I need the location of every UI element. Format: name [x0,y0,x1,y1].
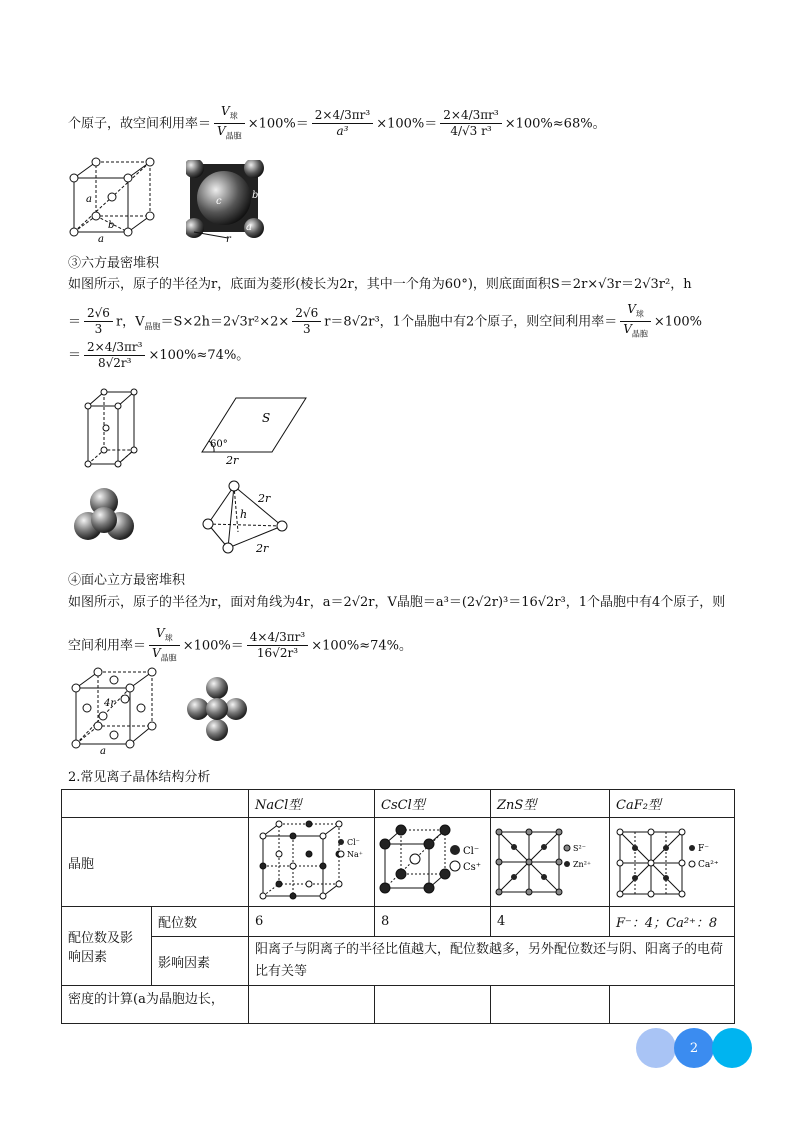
cscl-legend-cs: Cs⁺ [463,862,482,873]
label-a-bottom: a [98,234,104,244]
hcp-line3: ＝ $\frac{\text{2×4/3πr³}}{\text{8√2r³}}$ ×100%≈74%。 [68,340,250,370]
fraction-2-sphere-over-a3: $\frac{\text{2×4/3πr³}}{\text{a³}}$ [312,108,373,139]
zns-legend-s: S²⁻ [573,844,586,853]
coord-num-label: 配位数 [152,907,249,937]
header-zns: ZnS型 [491,790,610,818]
ionic-crystal-table [61,789,735,1024]
table-row-coord-num [62,907,735,937]
density-label: 密度的计算(a为晶胞边长， [62,986,249,1024]
section-hcp-title: ③六方最密堆积 [68,256,160,271]
table-row-cell [62,818,735,907]
factor-label: 影响因素 [152,937,249,986]
tetra-h-label: h [240,508,248,521]
page-number: 2 [674,1028,714,1068]
page-circle-right [712,1028,752,1068]
hcp-prism-diagram [82,386,142,470]
coord-cscl: 8 [375,907,491,937]
header-caf2: CaF₂型 [610,790,735,818]
nacl-legend-na: Na⁺ [347,850,363,859]
rhombus-angle-label: 60° [210,439,228,450]
zns-legend-zn: Zn²⁺ [573,860,592,869]
label-r: r [226,234,231,242]
header-cscl: CsCl型 [375,790,491,818]
fcc-line1: 如图所示，原子的半径为r，面对角线为4r，a＝2√2r，V晶胞＝a³＝(2√2r)³＝16√2r³，1个晶胞中有4个原子，则 [68,595,726,610]
fcc-4r-label: 4r [104,698,116,709]
rhombus-base-diagram [196,394,312,466]
rhombus-side-label: 2r [226,454,239,466]
caf2-legend-ca: Ca²⁺ [698,860,719,870]
label-a2: a [246,222,252,233]
fcc-a-label: a [100,746,106,756]
hcp-spheres [72,486,136,546]
section-ionic-title: 2.常见离子晶体结构分析 [68,770,211,785]
coord-group-label: 配位数及影响因素 [62,907,152,986]
fcc-line2: 空间利用率＝ $\frac{V_球}{V_{晶胞}}$ ×100%＝ $\frac{\text{4×4/3πr³}}{\text{16√2r³}}$ ×100%≈74%。 [68,626,413,663]
hcp-line1: 如图所示，原子的半径为r，底面为菱形(棱长为2r，其中一个角为60°)，则底面面积S＝2r×√3r＝2√3r²，h [68,277,692,292]
caf2-cell-diagram [610,818,732,902]
bcc-sphere-model [186,160,266,242]
fcc-spheres [186,676,248,742]
table-header-row [62,790,735,818]
caf2-legend-f: F⁻ [698,844,709,854]
formula-utilization-bcc: 个原子，故空间利用率＝ $\frac{V_球}{V_{晶胞}}$ ×100%＝ $\frac{\text{2×4/3πr³}}{\text{a³}}$ ×100%＝ $\frac{\text{2×4/3πr³}}{\text{4/√3 r³}}$ ×100%≈68%。 [68,104,606,144]
factor-text: 阳离子与阴离子的半径比值越大，配位数越多，另外配位数还与阴、阳离子的电荷比有关等 [249,937,735,986]
hcp-tetrahedron-diagram [198,478,294,556]
label-b: b [252,190,259,201]
nacl-legend-cl: Cl⁻ [347,838,360,847]
coord-zns: 4 [491,907,610,937]
section-fcc-title: ④面心立方最密堆积 [68,573,186,588]
zns-cell-diagram [491,818,607,902]
fraction-2-sphere-over-cell: $\frac{\text{2×4/3πr³}}{\text{4/√3 r³}}$ [440,108,501,139]
label-a-left: a [86,194,92,205]
fraction-v-sphere-over-v-cell: $\frac{V_球}{V_{晶胞}}$ [214,104,245,144]
coord-caf2: F⁻：4；Ca²⁺：8 [610,907,735,937]
page-circle-left [636,1028,676,1068]
rhombus-S-label: S [262,411,271,425]
cscl-legend-cl: Cl⁻ [463,846,480,857]
tetra-bottom-label: 2r [256,542,269,555]
coord-nacl: 6 [249,907,375,937]
table-row-factor [62,937,735,986]
nacl-cell-diagram [249,818,373,902]
header-nacl: NaCl型 [249,790,375,818]
tetra-top-label: 2r [258,492,271,505]
label-b-diag: b [108,220,115,231]
hcp-line2: ＝ $\frac{2√6}{3}$ r，$V_{晶胞}=S\times 2h=2√3r^2\times 2\times$ $\frac{2√6}{3}$ r＝8√2r³，1个晶胞中有2个原子，则空间利用率＝ $\frac{V_球}{V_{晶胞}}$ ×100% [68,302,702,339]
label-c: c [216,196,222,207]
bcc-cube-diagram [68,156,158,244]
table-row-density [62,986,735,1024]
row-label-cell: 晶胞 [62,818,249,907]
cscl-cell-diagram [375,818,489,902]
fcc-cube-diagram [68,664,158,756]
